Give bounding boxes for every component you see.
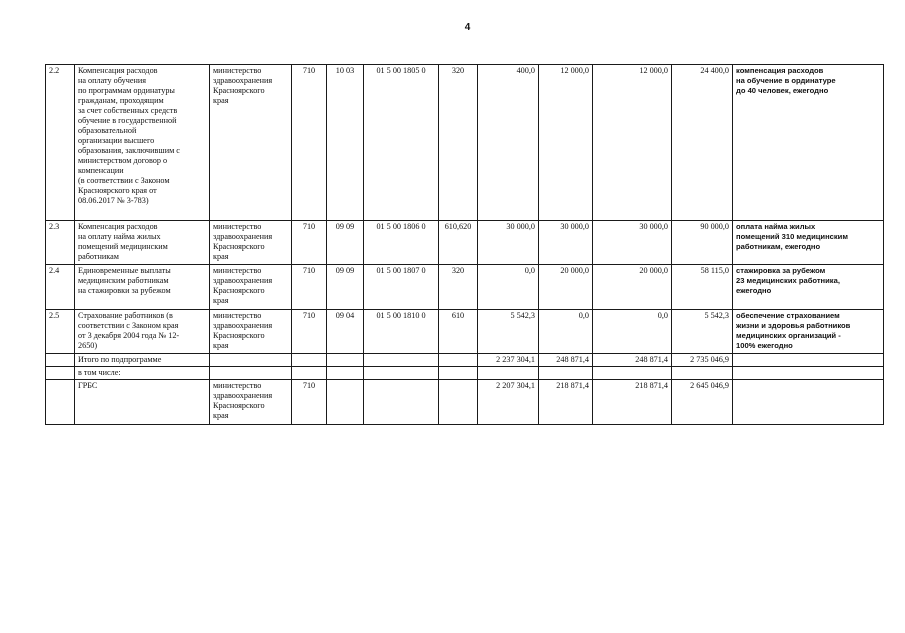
empty-cell (327, 367, 364, 380)
grbs-code: 710 (292, 65, 327, 221)
table-row (46, 310, 884, 354)
empty-cell (733, 367, 884, 380)
expected-result: стажировка за рубежом 23 медицинских работника, ежегодно (733, 265, 884, 310)
amount-year-1: 400,0 (478, 65, 539, 221)
row-number: 2.2 (46, 65, 75, 221)
amount-year-1: 5 542,3 (478, 310, 539, 354)
grbs-year-3: 218 871,4 (593, 380, 672, 425)
table-row (46, 65, 884, 221)
grbs-cell: министерство здравоохранения Красноярского края (210, 221, 292, 265)
grbs-code: 710 (292, 380, 327, 425)
total-year-2: 248 871,4 (539, 354, 593, 367)
rzpr-code: 10 03 (327, 65, 364, 221)
amount-year-3: 20 000,0 (593, 265, 672, 310)
empty-cell (210, 367, 292, 380)
table-row (46, 265, 884, 310)
empty-cell (593, 367, 672, 380)
grbs-cell: министерство здравоохранения Красноярского края (210, 265, 292, 310)
row-number: 2.3 (46, 221, 75, 265)
table-row (46, 221, 884, 265)
empty-cell (439, 367, 478, 380)
amount-year-1: 0,0 (478, 265, 539, 310)
amount-year-2: 30 000,0 (539, 221, 593, 265)
measure-name: Единовременные выплаты медицинским работникам на стажировки за рубежом (75, 265, 210, 310)
rzpr-code: 09 09 (327, 265, 364, 310)
amount-year-2: 0,0 (539, 310, 593, 354)
grbs-year-2: 218 871,4 (539, 380, 593, 425)
grbs-cell: министерство здравоохранения Красноярского края (210, 380, 292, 425)
empty-cell (292, 367, 327, 380)
row-number: 2.4 (46, 265, 75, 310)
vr-code: 320 (439, 65, 478, 221)
page-number: 4 (464, 22, 471, 33)
csr-code: 01 5 00 1810 0 (364, 310, 439, 354)
vr-code: 610 (439, 310, 478, 354)
amount-year-3: 0,0 (593, 310, 672, 354)
csr-code: 01 5 00 1805 0 (364, 65, 439, 221)
empty-cell (364, 354, 439, 367)
expected-result: обеспечение страхованием жизни и здоровья работников медицинских организаций - 100% ежегодно (733, 310, 884, 354)
amount-total: 5 542,3 (672, 310, 733, 354)
empty-cell (733, 380, 884, 425)
vr-code: 320 (439, 265, 478, 310)
grbs-row (46, 380, 884, 425)
amount-year-2: 20 000,0 (539, 265, 593, 310)
budget-table (45, 64, 884, 425)
empty-cell (364, 367, 439, 380)
amount-total: 58 115,0 (672, 265, 733, 310)
rzpr-code: 09 04 (327, 310, 364, 354)
vr-code: 610,620 (439, 221, 478, 265)
grbs-year-1: 2 207 304,1 (478, 380, 539, 425)
amount-year-1: 30 000,0 (478, 221, 539, 265)
rzpr-code: 09 09 (327, 221, 364, 265)
measure-name: Компенсация расходов на оплату найма жилых помещений медицинским работникам (75, 221, 210, 265)
total-row (46, 354, 884, 367)
amount-year-2: 12 000,0 (539, 65, 593, 221)
grbs-code: 710 (292, 265, 327, 310)
expected-result: компенсация расходов на обучение в ординатуре до 40 человек, ежегодно (733, 65, 884, 221)
including-row (46, 367, 884, 380)
empty-cell (292, 354, 327, 367)
grbs-cell: министерство здравоохранения Красноярского края (210, 65, 292, 221)
empty-cell (672, 367, 733, 380)
amount-total: 90 000,0 (672, 221, 733, 265)
amount-year-3: 30 000,0 (593, 221, 672, 265)
total-sum: 2 735 046,9 (672, 354, 733, 367)
empty-cell (210, 354, 292, 367)
grbs-cell: министерство здравоохранения Красноярского края (210, 310, 292, 354)
amount-total: 24 400,0 (672, 65, 733, 221)
measure-name: Компенсация расходов на оплату обучения по программам ординатуры гражданам, проходящим за счет собственных средств обучение в государственной образовательной организации высшего образования, заключившим с министерством договор о компенсации (в соответствии с Законом Красноярского края от 08.06.2017 № 3-783) (75, 65, 210, 221)
grbs-sum: 2 645 046,9 (672, 380, 733, 425)
expected-result: оплата найма жилых помещений 310 медицинским работникам, ежегодно (733, 221, 884, 265)
csr-code: 01 5 00 1806 0 (364, 221, 439, 265)
empty-cell (46, 380, 75, 425)
row-number: 2.5 (46, 310, 75, 354)
empty-cell (364, 380, 439, 425)
empty-cell (46, 354, 75, 367)
empty-cell (539, 367, 593, 380)
grbs-label: ГРБС (75, 380, 210, 425)
grbs-code: 710 (292, 310, 327, 354)
total-year-1: 2 237 304,1 (478, 354, 539, 367)
measure-name: Страхование работников (в соответствии с Законом края от 3 декабря 2004 года № 12- 2650) (75, 310, 210, 354)
including-label: в том числе: (75, 367, 210, 380)
amount-year-3: 12 000,0 (593, 65, 672, 221)
grbs-code: 710 (292, 221, 327, 265)
empty-cell (327, 380, 364, 425)
empty-cell (478, 367, 539, 380)
total-label: Итого по подпрограмме (75, 354, 210, 367)
empty-cell (733, 354, 884, 367)
empty-cell (439, 380, 478, 425)
empty-cell (439, 354, 478, 367)
empty-cell (46, 367, 75, 380)
empty-cell (327, 354, 364, 367)
total-year-3: 248 871,4 (593, 354, 672, 367)
csr-code: 01 5 00 1807 0 (364, 265, 439, 310)
